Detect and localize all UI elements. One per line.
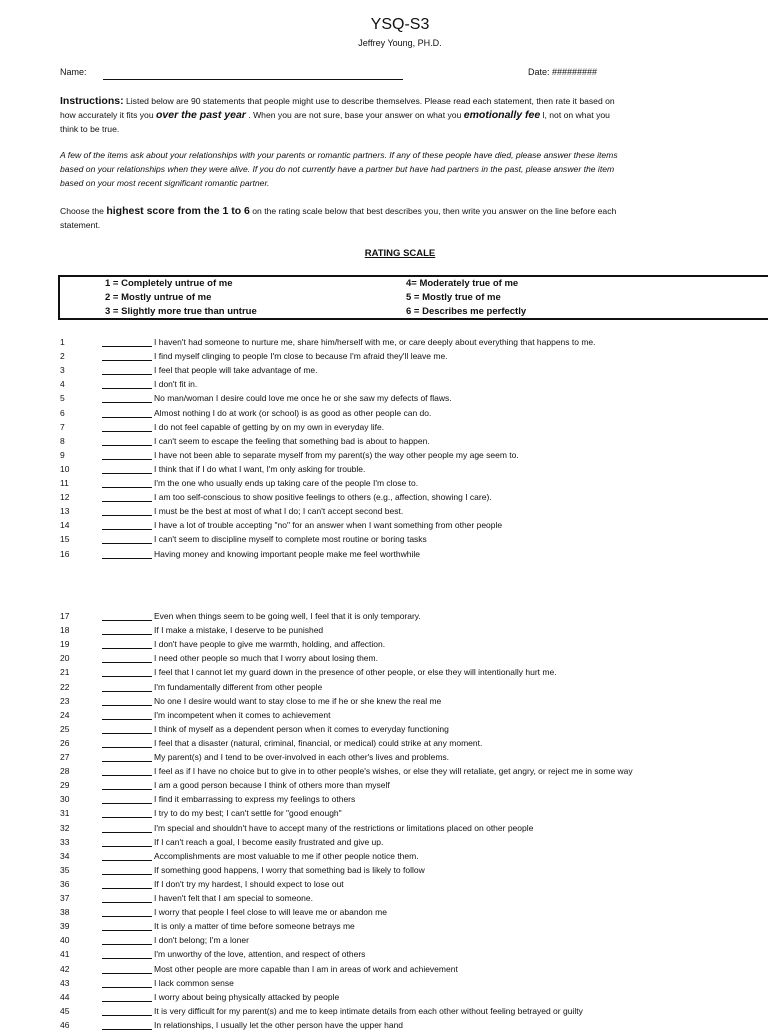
statement-number: 36 xyxy=(60,878,70,889)
answer-blank[interactable] xyxy=(102,888,152,889)
statement-number: 28 xyxy=(60,766,70,777)
statement-row xyxy=(60,765,768,779)
instructions-text-3: l, not on what you think to be true. xyxy=(60,110,610,134)
statement-text: I am too self-conscious to show positive feelings to others (e.g., affection, showing I care). xyxy=(154,492,492,503)
statement-number: 20 xyxy=(60,653,70,664)
statement-number: 32 xyxy=(60,822,70,833)
scale-item-5: 5 = Mostly true of me xyxy=(406,292,501,303)
answer-blank[interactable] xyxy=(102,620,152,621)
statement-row xyxy=(60,491,768,505)
answer-blank[interactable] xyxy=(102,648,152,649)
statement-number: 15 xyxy=(60,534,70,545)
answer-blank[interactable] xyxy=(102,761,152,762)
scale-item-6: 6 = Describes me perfectly xyxy=(406,306,527,317)
statement-row xyxy=(60,864,768,878)
answer-blank[interactable] xyxy=(102,676,152,677)
statement-text: I feel that I cannot let my guard down in the presence of other people, or else they will intentionally hurt me. xyxy=(154,667,557,678)
statement-text: If I don't try my hardest, I should expect to lose out xyxy=(154,878,344,889)
statement-row xyxy=(60,878,768,892)
statement-text: I haven't had someone to nurture me, share him/herself with me, or care deeply about everything that happens to me. xyxy=(154,337,596,347)
answer-blank[interactable] xyxy=(102,388,152,389)
answer-blank[interactable] xyxy=(102,747,152,748)
date-label: Date: ######### xyxy=(528,67,598,77)
statement-row xyxy=(60,906,768,920)
statement-row xyxy=(60,652,768,666)
statement-number: 33 xyxy=(60,836,70,847)
family-note-paragraph: A few of the items ask about your relationships with your parents or romantic partners. If any of these people have died, please answer these items based on your relationships when they were alive. If you do not currently have a partner but have had partners in the past, please answer the item based on your most recent significant romantic partner. xyxy=(60,150,618,188)
statement-number: 10 xyxy=(60,463,70,474)
statement-text: I don't fit in. xyxy=(154,379,198,390)
statement-text: I must be the best at most of what I do; I can't accept second best. xyxy=(154,506,404,517)
name-field[interactable] xyxy=(103,79,403,80)
statement-text: I can't seem to discipline myself to complete most routine or boring tasks xyxy=(154,534,427,545)
statement-text: No one I desire would want to stay close to me if he or she knew the real me xyxy=(154,695,442,706)
choose-text-2: on the rating scale below that best describes you, then write you answer on the line before each statement. xyxy=(60,206,617,230)
statement-number: 26 xyxy=(60,737,70,748)
statement-row xyxy=(60,1019,768,1033)
statement-row xyxy=(60,723,768,737)
answer-blank[interactable] xyxy=(102,733,152,734)
instructions-emphasis-2: emotionally fee xyxy=(463,109,541,121)
statement-text: Almost nothing I do at work (or school) is as good as other people can do. xyxy=(154,407,432,418)
statement-number: 29 xyxy=(60,780,70,791)
answer-blank[interactable] xyxy=(102,803,152,804)
answer-blank[interactable] xyxy=(102,775,152,776)
statement-text: If something good happens, I worry that something bad is likely to follow xyxy=(154,864,425,875)
answer-blank[interactable] xyxy=(102,789,152,790)
statement-row xyxy=(60,892,768,906)
statement-number: 2 xyxy=(60,351,65,362)
statement-text: It is only a matter of time before someone betrays me xyxy=(154,921,355,932)
answer-blank[interactable] xyxy=(102,987,152,988)
statement-text: I lack common sense xyxy=(154,977,234,988)
instructions-text-1: Listed below are 90 statements that people might use to describe themselves. Please read each statement, then rate it based on how accurately it fits you xyxy=(60,96,615,120)
statement-text: I'm the one who usually ends up taking care of the people I'm close to. xyxy=(154,478,419,488)
statement-number: 31 xyxy=(60,808,70,819)
statement-text: I'm unworthy of the love, attention, and respect of others xyxy=(154,949,366,960)
statement-row xyxy=(60,378,768,392)
statement-text: I think of myself as a dependent person when it comes to everyday functioning xyxy=(154,723,449,734)
answer-blank[interactable] xyxy=(102,817,152,818)
answer-blank[interactable] xyxy=(102,360,152,361)
answer-blank[interactable] xyxy=(102,501,152,502)
statement-row xyxy=(60,836,768,850)
statement-text: I find myself clinging to people I'm close to because I'm afraid they'll leave me. xyxy=(154,351,448,362)
statement-text: It is very difficult for my parent(s) and me to keep intimate details from each other without feeling betrayed or guilty xyxy=(154,1005,583,1016)
statement-number: 14 xyxy=(60,520,70,531)
choose-paragraph xyxy=(60,204,620,232)
statement-number: 16 xyxy=(60,548,70,559)
statement-row xyxy=(60,963,768,977)
statement-number: 37 xyxy=(60,893,70,903)
statement-number: 34 xyxy=(60,850,70,861)
statement-number: 30 xyxy=(60,794,70,805)
statement-number: 17 xyxy=(60,611,70,621)
statement-row xyxy=(60,350,768,364)
statement-number: 40 xyxy=(60,935,70,946)
statement-text: I am a good person because I think of others more than myself xyxy=(154,780,390,791)
statement-number: 1 xyxy=(60,337,65,347)
statement-text: I worry that people I feel close to will leave me or abandon me xyxy=(154,907,387,918)
form-title: YSQ-S3 xyxy=(370,16,430,33)
statement-row xyxy=(60,505,768,519)
answer-blank[interactable] xyxy=(102,705,152,706)
statement-text: I find it embarrassing to express my feelings to others xyxy=(154,794,356,805)
answer-blank[interactable] xyxy=(102,1029,152,1030)
statement-text: I don't belong; I'm a loner xyxy=(154,935,249,946)
statement-number: 39 xyxy=(60,921,70,932)
statement-row xyxy=(60,920,768,934)
statement-text: I don't have people to give me warmth, holding, and affection. xyxy=(154,639,386,650)
statement-text: I do not feel capable of getting by on my own in everyday life. xyxy=(154,421,385,432)
statement-text: Most other people are more capable than I am in areas of work and achievement xyxy=(154,963,458,974)
statement-number: 18 xyxy=(60,625,70,636)
statement-row xyxy=(60,1005,768,1019)
statement-number: 5 xyxy=(60,393,65,404)
scale-item-2: 2 = Mostly untrue of me xyxy=(105,292,212,303)
statement-text: I worry about being physically attacked by people xyxy=(154,991,340,1002)
choose-text-1: Choose the xyxy=(60,206,107,216)
author-line: Jeffrey Young, PH.D. xyxy=(358,38,442,48)
statement-row xyxy=(60,934,768,948)
answer-blank[interactable] xyxy=(102,1001,152,1002)
statement-text: If I can't reach a goal, I become easily frustrated and give up. xyxy=(154,836,384,847)
statement-row xyxy=(60,948,768,962)
answer-blank[interactable] xyxy=(102,459,152,460)
answer-blank[interactable] xyxy=(102,902,152,903)
rating-scale-box xyxy=(58,275,768,320)
statement-number: 3 xyxy=(60,365,65,376)
statement-row xyxy=(60,709,768,723)
statement-text: I feel as if I have no choice but to give in to other people's wishes, or else they will retaliate, get angry, or reject me in some way xyxy=(154,766,633,777)
statement-row xyxy=(60,751,768,765)
rating-scale-title: RATING SCALE xyxy=(364,248,436,259)
statement-row xyxy=(60,407,768,421)
answer-blank[interactable] xyxy=(102,958,152,959)
answer-blank[interactable] xyxy=(102,487,152,488)
answer-blank[interactable] xyxy=(102,529,152,530)
statement-number: 4 xyxy=(60,379,65,390)
scale-item-4: 4= Moderately true of me xyxy=(406,278,519,289)
statement-number: 25 xyxy=(60,723,70,734)
statement-row xyxy=(60,779,768,793)
statement-number: 6 xyxy=(60,407,65,418)
statement-number: 8 xyxy=(60,435,65,446)
statement-text: I'm fundamentally different from other people xyxy=(154,681,323,692)
statement-number: 35 xyxy=(60,864,70,875)
choose-emphasis: highest score from the 1 to 6 xyxy=(106,205,250,217)
statement-row xyxy=(60,977,768,991)
answer-blank[interactable] xyxy=(102,691,152,692)
instructions-emphasis-1: over the past year xyxy=(156,109,246,121)
answer-blank[interactable] xyxy=(102,374,152,375)
answer-blank[interactable] xyxy=(102,431,152,432)
statement-number: 41 xyxy=(60,949,70,960)
answer-blank[interactable] xyxy=(102,973,152,974)
statement-number: 27 xyxy=(60,752,70,762)
statement-number: 9 xyxy=(60,449,65,460)
statement-row xyxy=(60,666,768,680)
statement-row xyxy=(60,477,768,491)
answer-blank[interactable] xyxy=(102,1015,152,1016)
statement-row xyxy=(60,737,768,751)
statement-number: 42 xyxy=(60,963,70,974)
statement-number: 12 xyxy=(60,492,70,503)
answer-blank[interactable] xyxy=(102,558,152,559)
statement-number: 45 xyxy=(60,1005,70,1016)
statement-text: Accomplishments are most valuable to me if other people notice them. xyxy=(154,850,419,861)
statement-number: 21 xyxy=(60,667,70,678)
statement-row xyxy=(60,793,768,807)
answer-blank[interactable] xyxy=(102,832,152,833)
statement-number: 43 xyxy=(60,977,70,988)
statement-text: No man/woman I desire could love me once he or she saw my defects of flaws. xyxy=(154,393,452,404)
statement-number: 7 xyxy=(60,421,65,432)
statement-row xyxy=(60,449,768,463)
answer-blank[interactable] xyxy=(102,445,152,446)
statement-text: I try to do my best; I can't settle for "good enough" xyxy=(154,808,342,819)
answer-blank[interactable] xyxy=(102,944,152,945)
statement-number: 44 xyxy=(60,991,70,1002)
statement-number: 46 xyxy=(60,1019,70,1030)
statement-row xyxy=(60,392,768,406)
statement-row xyxy=(60,435,768,449)
scale-item-3: 3 = Slightly more true than untrue xyxy=(105,306,257,317)
statement-row xyxy=(60,364,768,378)
statement-number: 19 xyxy=(60,639,70,650)
statement-text: I have not been able to separate myself from my parent(s) the way other people my age seem to. xyxy=(154,449,519,460)
statement-row xyxy=(60,533,768,547)
statement-row xyxy=(60,421,768,435)
statement-number: 13 xyxy=(60,506,70,517)
statement-text: I can't seem to escape the feeling that something bad is about to happen. xyxy=(154,435,430,446)
statement-row xyxy=(60,336,768,350)
statement-row xyxy=(60,638,768,652)
statement-text: I'm special and shouldn't have to accept many of the restrictions or limitations placed on other people xyxy=(154,822,534,833)
answer-blank[interactable] xyxy=(102,346,152,347)
statement-number: 24 xyxy=(60,709,70,720)
statement-text: If I make a mistake, I deserve to be punished xyxy=(154,625,324,636)
answer-blank[interactable] xyxy=(102,417,152,418)
statement-row xyxy=(60,807,768,821)
instructions-paragraph xyxy=(60,94,620,136)
answer-blank[interactable] xyxy=(102,402,152,403)
statement-text: I think that if I do what I want, I'm only asking for trouble. xyxy=(154,463,366,474)
name-label: Name: xyxy=(60,67,87,77)
answer-blank[interactable] xyxy=(102,930,152,931)
answer-blank[interactable] xyxy=(102,662,152,663)
scale-item-1: 1 = Completely untrue of me xyxy=(105,278,233,289)
statement-row xyxy=(60,681,768,695)
answer-blank[interactable] xyxy=(102,860,152,861)
instructions-text-2: . When you are not sure, base your answer on what you xyxy=(245,110,464,120)
answer-blank[interactable] xyxy=(102,916,152,917)
statement-text: I haven't felt that I am special to someone. xyxy=(154,893,313,903)
statement-number: 38 xyxy=(60,907,70,918)
answer-blank[interactable] xyxy=(102,515,152,516)
statement-row xyxy=(60,991,768,1005)
statement-text: Having money and knowing important people make me feel worthwhile xyxy=(154,548,421,559)
answer-blank[interactable] xyxy=(102,874,152,875)
statement-row xyxy=(60,610,768,624)
answer-blank[interactable] xyxy=(102,543,152,544)
statement-row xyxy=(60,822,768,836)
statement-row xyxy=(60,695,768,709)
answer-blank[interactable] xyxy=(102,846,152,847)
instructions-label: Instructions: xyxy=(60,95,124,107)
answer-blank[interactable] xyxy=(102,634,152,635)
statement-text: I'm incompetent when it comes to achievement xyxy=(154,709,331,720)
statement-row xyxy=(60,850,768,864)
statement-text: Even when things seem to be going well, I feel that it is only temporary. xyxy=(154,611,421,621)
answer-blank[interactable] xyxy=(102,473,152,474)
statement-text: I need other people so much that I worry about losing them. xyxy=(154,653,378,664)
statement-row xyxy=(60,548,768,562)
statement-row xyxy=(60,519,768,533)
statement-number: 22 xyxy=(60,681,70,692)
statement-text: I feel that a disaster (natural, criminal, financial, or medical) could strike at any moment. xyxy=(154,737,483,748)
statement-text: I feel that people will take advantage of me. xyxy=(154,365,318,376)
statement-number: 23 xyxy=(60,695,70,706)
answer-blank[interactable] xyxy=(102,719,152,720)
statement-number: 11 xyxy=(60,478,69,488)
statement-row xyxy=(60,624,768,638)
statement-text: In relationships, I usually let the other person have the upper hand xyxy=(154,1019,404,1030)
statement-text: I have a lot of trouble accepting "no" for an answer when I want something from other people xyxy=(154,520,503,531)
statement-row xyxy=(60,463,768,477)
statement-text: My parent(s) and I tend to be over-involved in each other's lives and problems. xyxy=(154,752,450,762)
